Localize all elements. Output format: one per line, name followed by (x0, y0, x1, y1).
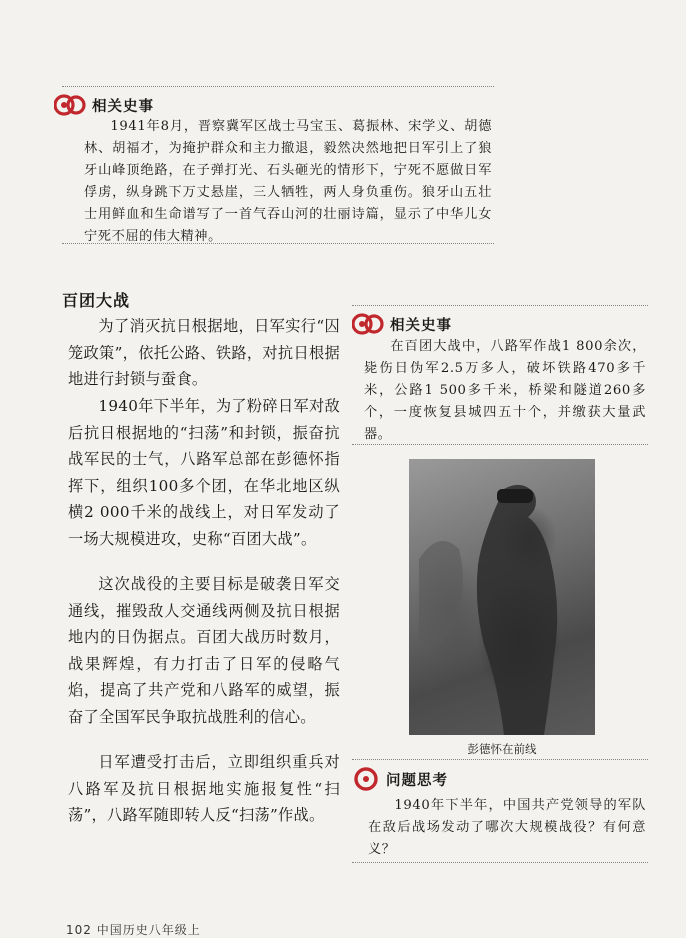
body-paragraph-2: 1940年下半年，为了粉碎日军对敌后抗日根据地的“扫荡”和封锁，振奋抗战军民的士气，八路军总部在彭德怀指挥下，组织100多个团，在华北地区纵横2 000千米的战线上，对日军发动了一场大规模进攻，史称“百团大战”。 (68, 397, 340, 548)
box1-heading-label: 相关史事 (92, 98, 154, 115)
box1-bottom-divider (62, 243, 494, 244)
history-icon (54, 92, 88, 118)
box2-top-divider (352, 305, 648, 306)
box2-heading-label: 相关史事 (390, 317, 452, 334)
question-icon (352, 766, 382, 792)
box2-bottom-divider (352, 444, 648, 445)
box1-top-divider (62, 86, 494, 87)
history-icon (352, 311, 386, 337)
box2-text: 在百团大战中，八路军作战1 800余次，毙伤日伪军2.5万多人，破坏铁路470多千米，公路1 500多千米，桥梁和隧道260多个，一度恢复县城四五十个，并缴获大量武器。 (364, 339, 646, 442)
body-paragraph-3: 这次战役的主要目标是破袭日军交通线，摧毁敌人交通线两侧及抗日根据地内的日伪据点。百团大战历时数月，战果辉煌，有力打击了日军的侵略气焰，提高了共产党和八路军的威望，振奋了全国军民争取抗战胜利的信心。 (68, 575, 340, 726)
box3-top-divider (352, 759, 648, 760)
photo-peng-dehuai (409, 459, 595, 735)
box1-text: 1941年8月，晋察冀军区战士马宝玉、葛振林、宋学义、胡德林、胡福才，为掩护群众和主力撤退，毅然决然地把日军引上了狼牙山峰顶绝路，在子弹打光、石头砸光的情形下，宁死不愿做日军俘虏，纵身跳下万丈悬崖，三人牺牲，两人身负重伤。狼牙山五壮士用鲜血和生命谱写了一首气吞山河的壮丽诗篇，显示了中华儿女宁死不屈的伟大精神。 (84, 119, 492, 244)
section-title: 百团大战 (62, 291, 131, 310)
page-footer: 102 中国历史八年级上 (66, 923, 201, 937)
box3-text: 1940年下半年，中国共产党领导的军队在敌后战场发动了哪次大规模战役？有何意义？ (368, 798, 646, 857)
box2-heading (352, 311, 452, 337)
box3-heading-label: 问题思考 (386, 772, 448, 789)
photo-caption: 彭德怀在前线 (467, 742, 537, 756)
body-paragraph-1: 为了消灭抗日根据地，日军实行“囚笼政策”，依托公路、铁路，对抗日根据地进行封锁与蚕食。 (68, 317, 340, 389)
box3-heading (352, 766, 448, 792)
body-paragraph-4: 日军遭受打击后，立即组织重兵对八路军及抗日根据地实施报复性“扫荡”，八路军随即转人反“扫荡”作战。 (68, 753, 340, 825)
box1-heading (54, 92, 154, 118)
photo-figure-silhouette (409, 459, 595, 735)
box3-bottom-divider (352, 862, 648, 863)
